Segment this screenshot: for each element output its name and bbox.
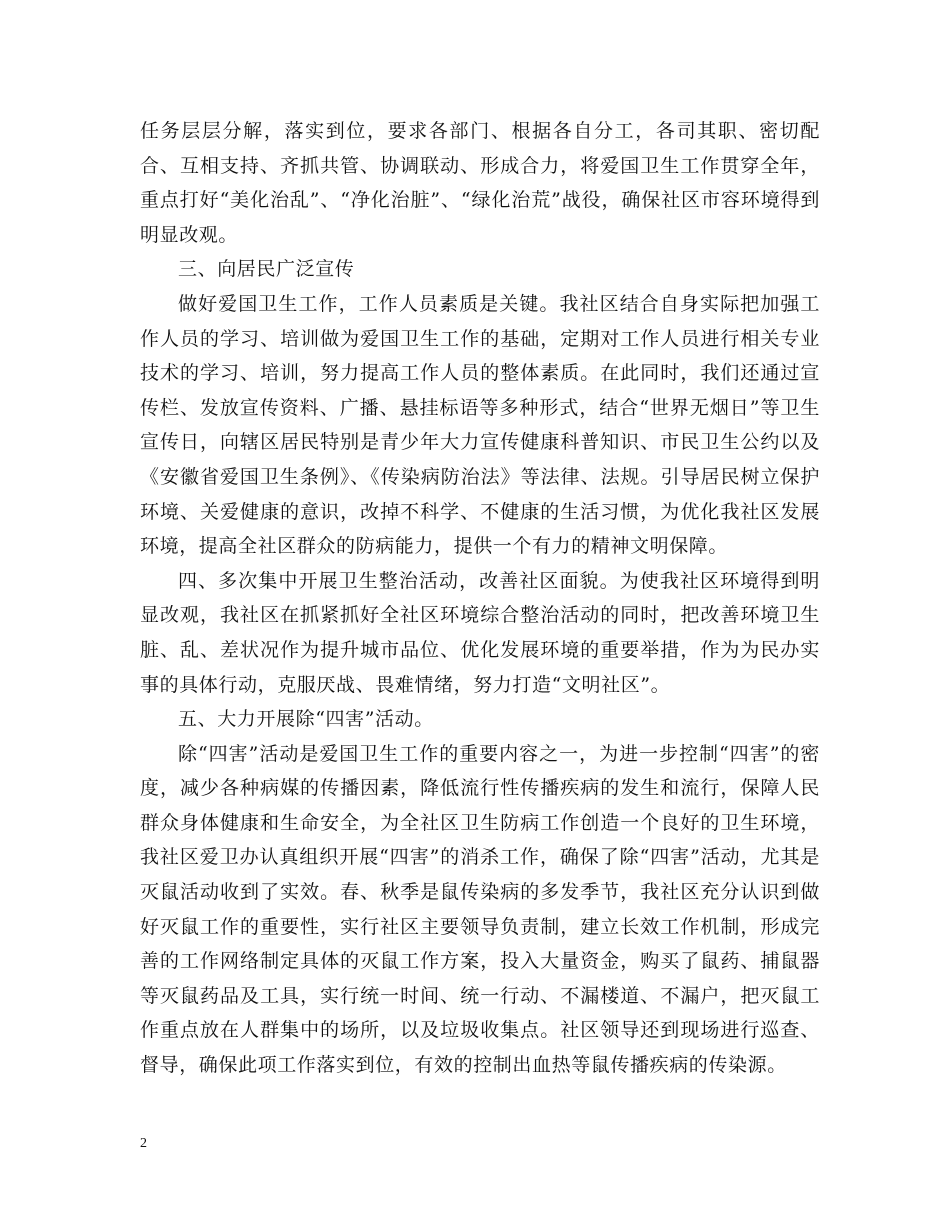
paragraph-four-pests: 除“四害”活动是爱国卫生工作的重要内容之一，为进一步控制“四害”的密度，减少各种病媒的传播因素，降低流行性传播疾病的发生和流行，保障人民群众身体健康和生命安全，为全社区卫生防病工作创造一个良好的卫生环境，我社区爱卫办认真组织开展“四害”的消杀工作，确保了除“四害”活动，尤其是灭鼠活动收到了实效。春、秋季是鼠传染病的多发季节，我社区充分认识到做好灭鼠工作的重要性，实行社区主要领导负责制，建立长效工作机制，形成完善的工作网络制定具体的灭鼠工作方案，投入大量资金，购买了鼠药、捕鼠器等灭鼠药品及工具，实行统一时间、统一行动、不漏楼道、不漏户，把灭鼠工作重点放在人群集中的场所，以及垃圾收集点。社区领导还到现场进行巡查、督导，确保此项工作落实到位，有效的控制出血热等鼠传播疾病的传染源。	[140, 742, 820, 1077]
page-number: 2	[140, 1136, 147, 1151]
paragraph-continuation: 任务层层分解，落实到位，要求各部门、根据各自分工，各司其职、密切配合、互相支持、齐抓共管、协调联动、形成合力，将爱国卫生工作贯穿全年，重点打好“美化治乱”、“净化治脏”、“绿化治荒”战役，确保社区市容环境得到明显改观。	[140, 120, 820, 246]
section-heading-four-pests: 五、大力开展除“四害”活动。	[178, 708, 434, 731]
document-body	[140, 114, 820, 1083]
paragraph-publicity: 做好爱国卫生工作，工作人员素质是关键。我社区结合自身实际把加强工作人员的学习、培训做为爱国卫生工作的基础，定期对工作人员进行相关专业技术的学习、培训，努力提高工作人员的整体素质。在此同时，我们还通过宣传栏、发放宣传资料、广播、悬挂标语等多种形式，结合“世界无烟日”等卫生宣传日，向辖区居民特别是青少年大力宣传健康科普知识、市民卫生公约以及《安徽省爱国卫生条例》、《传染病防治法》等法律、法规。引导居民树立保护环境、关爱健康的意识，改掉不科学、不健康的生活习惯，为优化我社区发展环境，提高全社区群众的防病能力，提供一个有力的精神文明保障。	[140, 292, 820, 558]
paragraph-sanitation-campaign: 四、多次集中开展卫生整治活动，改善社区面貌。为使我社区环境得到明显改观，我社区在抓紧抓好全社区环境综合整治活动的同时，把改善环境卫生脏、乱、差状况作为提升城市品位、优化发展环境的重要举措，作为为民办实事的具体行动，克服厌战、畏难情绪，努力打造“文明社区”。	[140, 569, 820, 696]
section-heading-publicity: 三、向居民广泛宣传	[178, 258, 355, 281]
